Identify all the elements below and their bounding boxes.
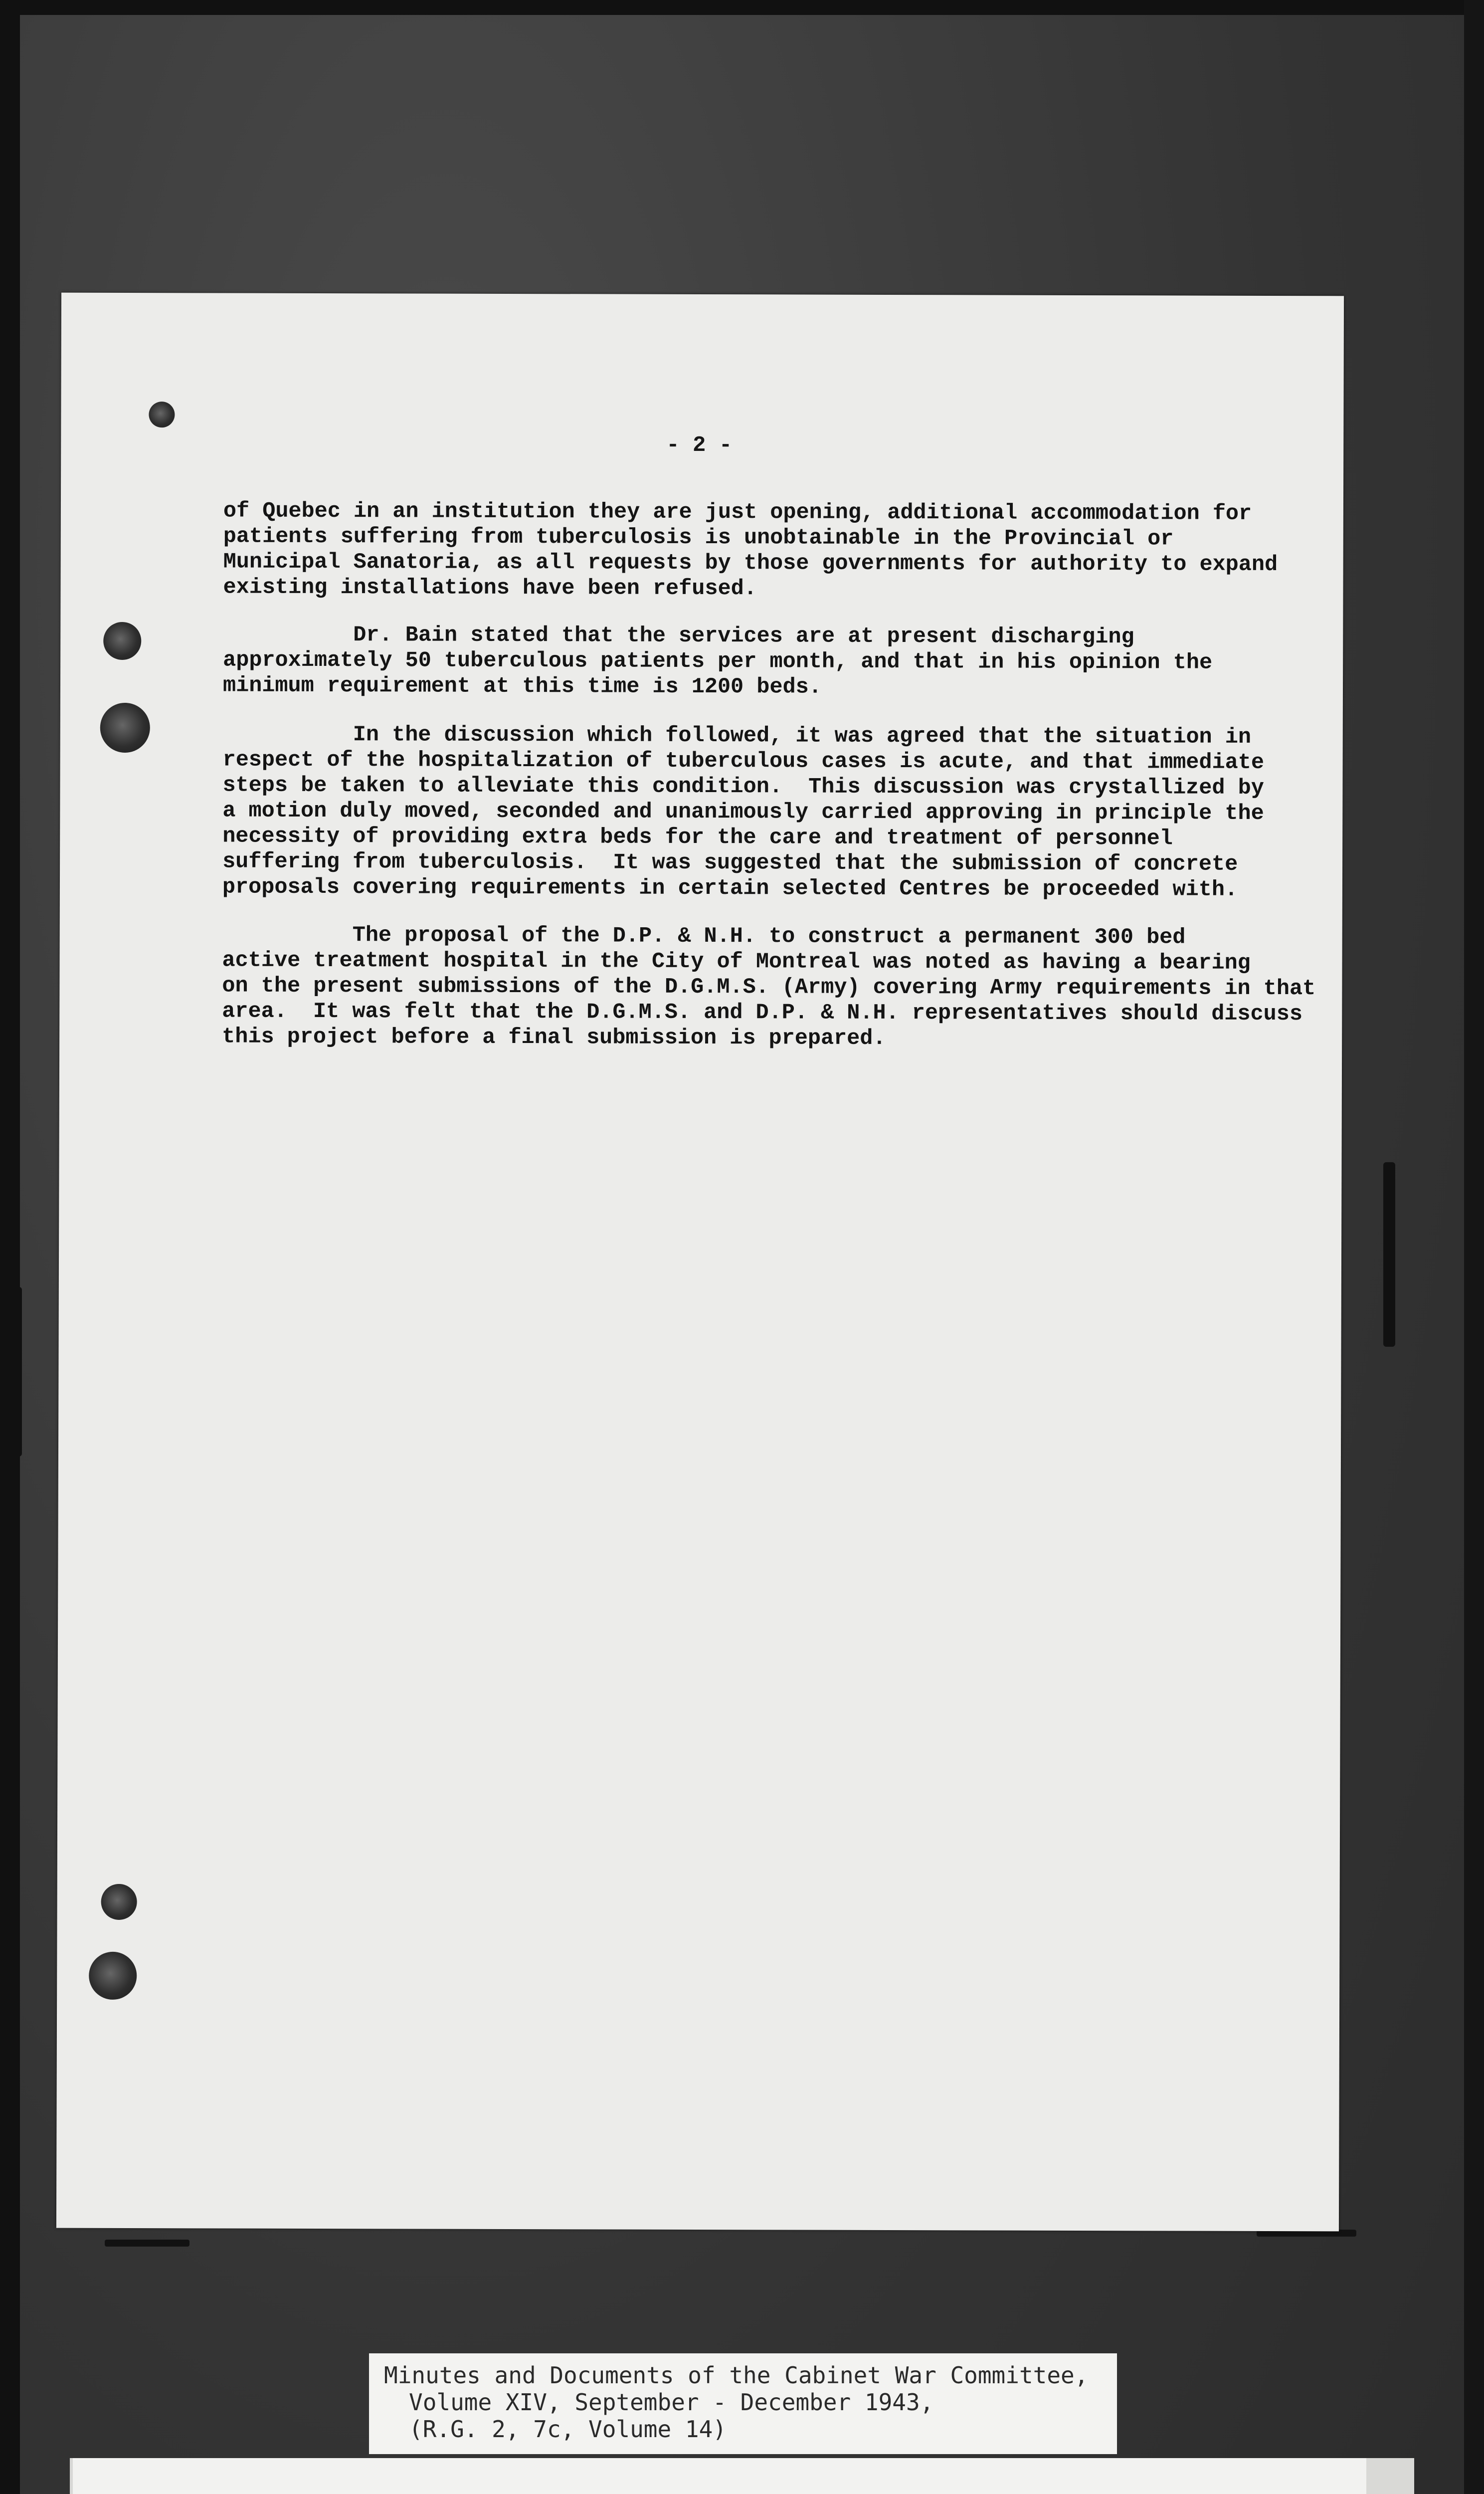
paragraph-quebec-accommodation: of Quebec in an institution they are just opening, additional accommodation for patients suffering from tuberculosis is unobtainable in the Provincial or Municipal Sanatoria, as all requests by those governments for authority to expand existing installations have been refused. [223, 499, 1278, 602]
paragraph-montreal-hospital: The proposal of the D.P. & N.H. to construct a permanent 300 bed active treatment hospital in the City of Montreal was noted as having a bearing on the present submissions of the D.G.M.S. (Army) covering Army requirements in that area. It was felt that the D.G.M.S. and D.P. & N.H. representatives should discuss this project before a final submission is prepared. [222, 923, 1316, 1051]
film-frame-left [0, 0, 20, 2494]
film-frame-top [0, 0, 1484, 15]
film-frame-right [1464, 0, 1484, 2494]
paragraph-dr-bain: Dr. Bain stated that the services are at present discharging approximately 50 tuberculous patients per month, and that in his opinion the minimum requirement at this time is 1200 beds. [222, 623, 1213, 700]
card-edge-strip [1366, 2458, 1414, 2494]
citation-label [369, 2353, 1117, 2454]
punch-hole-3 [100, 703, 150, 753]
punch-hole-1 [149, 402, 175, 427]
citation-line: Volume XIV, September - December 1943, [409, 2389, 934, 2416]
edge-mark-left [0, 1287, 22, 1456]
citation-line: (R.G. 2, 7c, Volume 14) [409, 2416, 727, 2443]
punch-hole-5 [89, 1952, 137, 2000]
document-page [56, 293, 1344, 2232]
citation-line: Minutes and Documents of the Cabinet War Committee, [384, 2362, 1089, 2389]
punch-hole-2 [103, 622, 141, 660]
page-number: - 2 - [666, 432, 733, 458]
tape-mark-left [105, 2240, 189, 2247]
paragraph-discussion: In the discussion which followed, it was agreed that the situation in respect of the hospitalization of tuberculous cases is acute, and that immediate steps be taken to alleviate this condition. This discussion was crystallized by a motion duly moved, seconded and unanimously carried approving in principle the necessity of providing extra beds for the care and treatment of personnel suffering from tuberculosis. It was suggested that the submission of concrete proposals covering requirements in certain selected Centres be proceeded with. [222, 722, 1265, 902]
archives-stamp-card [70, 2458, 1409, 2494]
edge-mark-right [1383, 1162, 1395, 1347]
punch-hole-4 [101, 1884, 137, 1920]
